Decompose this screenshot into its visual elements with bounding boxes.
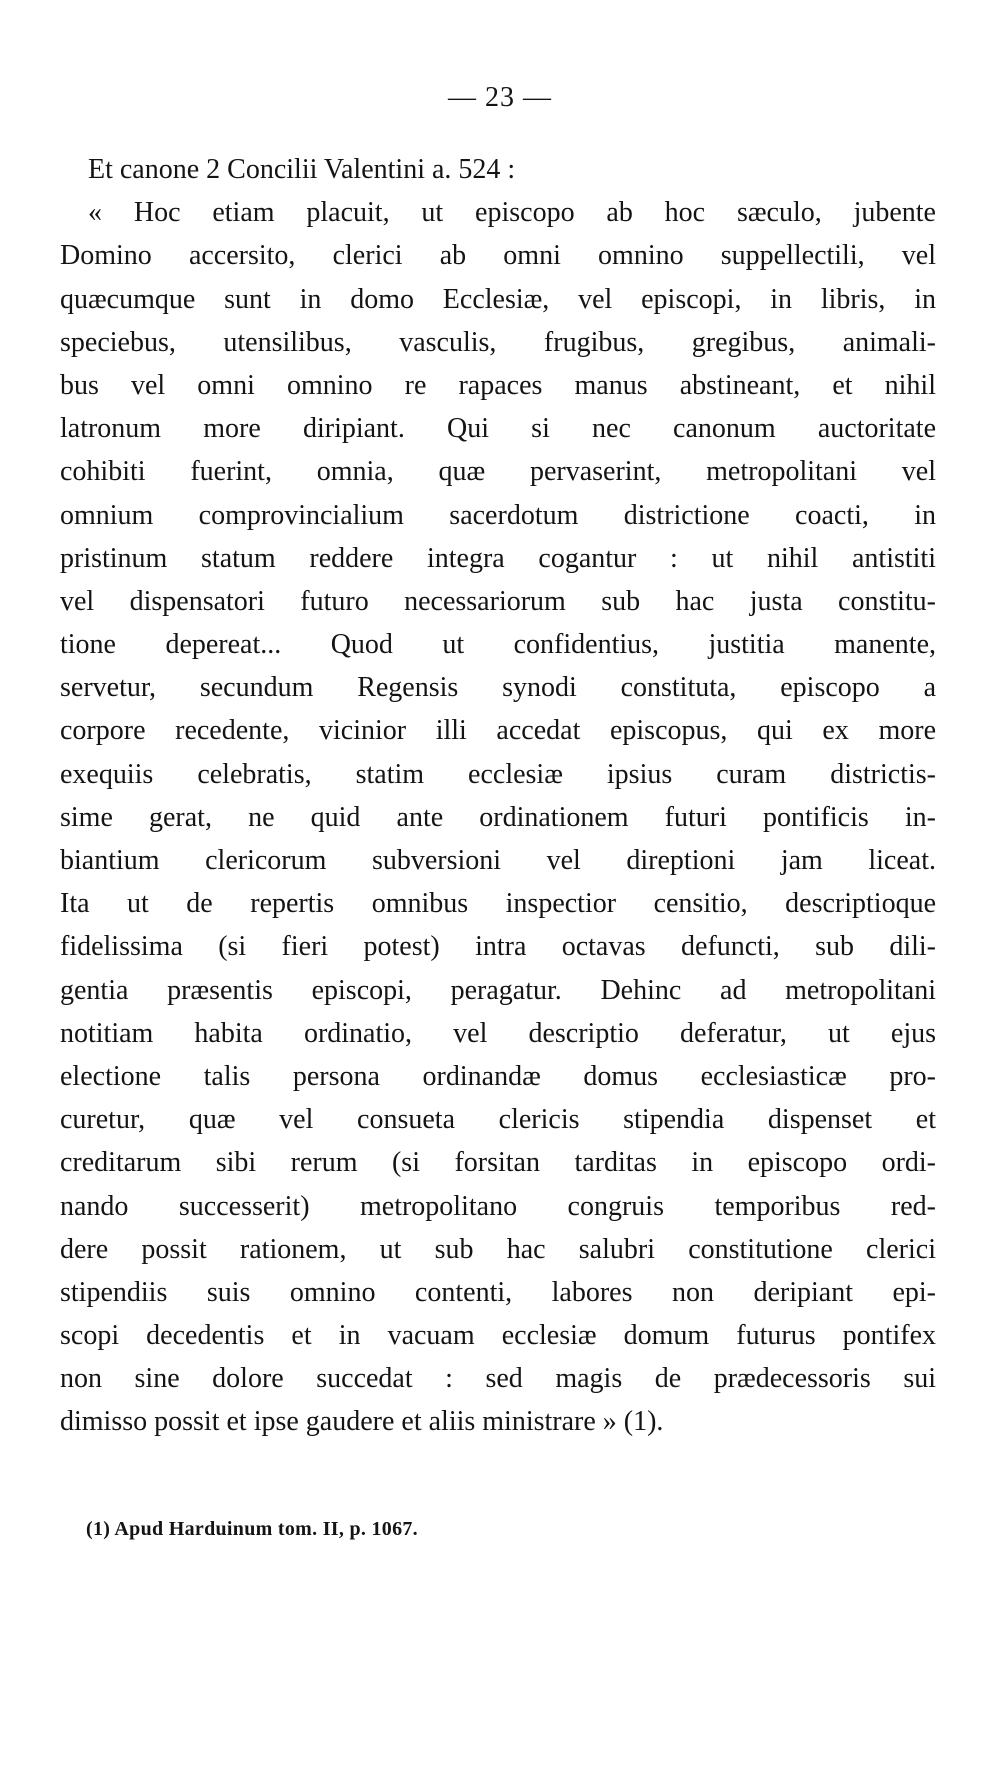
page-number: — 23 —	[448, 82, 552, 113]
text-line: exequiis celebratis, statim ecclesiæ ipsius curam districtis-	[60, 758, 936, 790]
text-line: biantium clericorum subversioni vel direptioni jam liceat.	[60, 845, 936, 876]
text-line: bus vel omni omnino re rapaces manus abstineant, et nihil	[60, 369, 936, 401]
text-line: « Hoc etiam placuit, ut episcopo ab hoc sæculo, jubente	[88, 197, 936, 229]
text-line: dere possit rationem, ut sub hac salubri constitutione clerici	[60, 1233, 936, 1265]
text-line: quæcumque sunt in domo Ecclesiæ, vel episcopi, in libris, in	[60, 283, 936, 315]
text-line: dimisso possit et ipse gaudere et aliis ministrare » (1).	[60, 1406, 664, 1438]
text-line: vel dispensatori futuro necessariorum sub hac justa constitu-	[60, 585, 936, 617]
text-line: cohibiti fuerint, omnia, quæ pervaserint, metropolitani vel	[60, 456, 936, 488]
text-line: nando successerit) metropolitano congruis temporibus red-	[60, 1190, 936, 1222]
text-line: scopi decedentis et in vacuam ecclesiæ domum futurus pontifex	[60, 1320, 936, 1352]
text-line: Ita ut de repertis omnibus inspectior censitio, descriptioque	[60, 888, 936, 920]
text-line: sime gerat, ne quid ante ordinationem futuri pontificis in-	[60, 801, 936, 833]
text-line: fidelissima (si fieri potest) intra octavas defuncti, sub dili-	[60, 931, 936, 963]
text-line: pristinum statum reddere integra cogantur : ut nihil antistiti	[60, 542, 936, 574]
text-line: Domino accersito, clerici ab omni omnino suppellectili, vel	[60, 240, 936, 272]
text-line: creditarum sibi rerum (si forsitan tarditas in episcopo ordi-	[60, 1147, 936, 1179]
text-line: notitiam habita ordinatio, vel descriptio deferatur, ut ejus	[60, 1017, 936, 1049]
text-line: non sine dolore succedat : sed magis de prædecessoris sui	[60, 1363, 936, 1395]
text-line: stipendiis suis omnino contenti, labores non deripiant epi-	[60, 1276, 936, 1308]
text-line: omnium comprovincialium sacerdotum districtione coacti, in	[60, 499, 936, 531]
text-line: gentia præsentis episcopi, peragatur. Dehinc ad metropolitani	[60, 974, 936, 1006]
text-line: speciebus, utensilibus, vasculis, frugibus, gregibus, animali-	[60, 326, 936, 358]
text-line: latronum more diripiant. Qui si nec canonum auctoritate	[60, 413, 936, 445]
text-line: curetur, quæ vel consueta clericis stipendia dispenset et	[60, 1104, 936, 1136]
text-line: servetur, secundum Regensis synodi constituta, episcopo a	[60, 672, 936, 704]
text-line: electione talis persona ordinandæ domus ecclesiasticæ pro-	[60, 1060, 936, 1092]
text-line: corpore recedente, vicinior illi accedat episcopus, qui ex more	[60, 715, 936, 747]
text-line: tione depereat... Quod ut confidentius, justitia manente,	[60, 629, 936, 661]
footnote: (1) Apud Harduinum tom. II, p. 1067.	[86, 1518, 418, 1540]
intro-line: Et canone 2 Concilii Valentini a. 524 :	[88, 154, 516, 185]
body-text	[60, 148, 936, 1444]
